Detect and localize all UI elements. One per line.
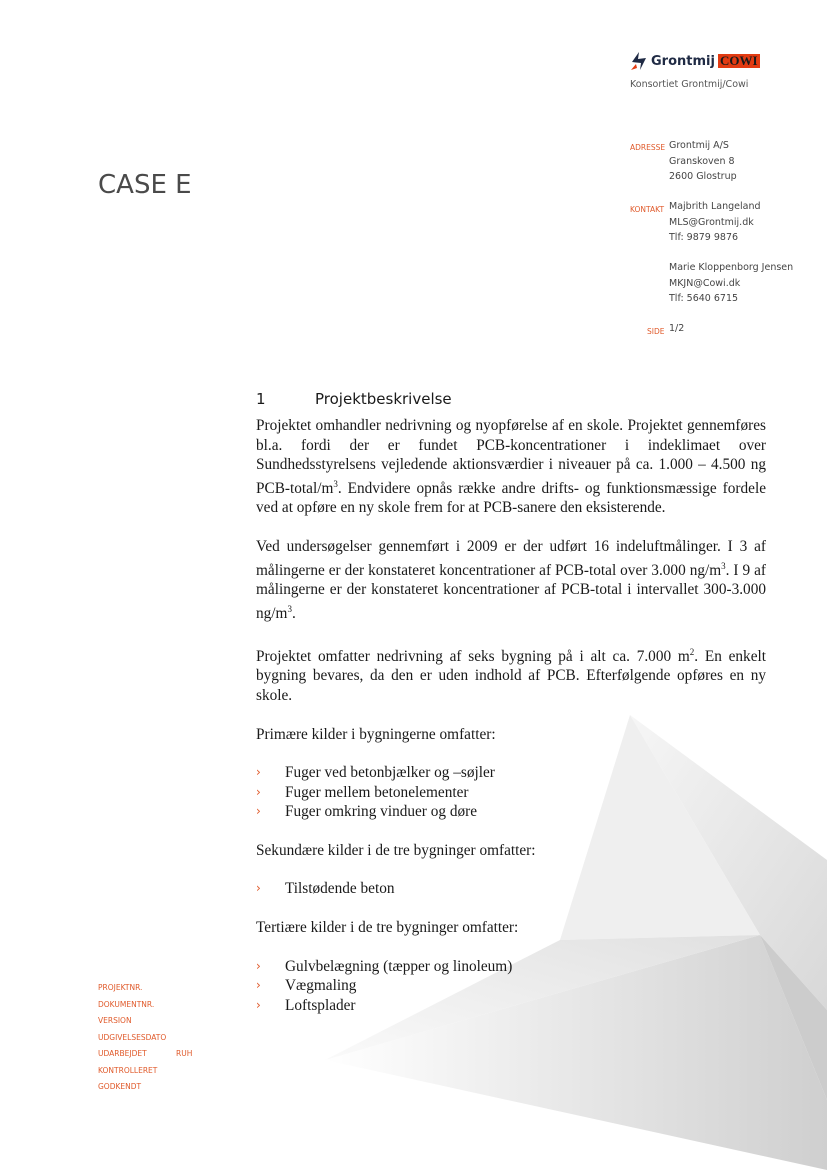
meta-udarbejdet-value: RUH: [176, 1049, 193, 1058]
meta-dokumentnr: DOKUMENTNR.: [98, 999, 155, 1009]
bullet-chevron-icon: ›: [256, 804, 261, 819]
list-item-text: Fuger ved betonbjælker og –søjler: [285, 764, 495, 782]
secondary-sources-intro: Sekundære kilder i de tre bygninger omfatter:: [256, 841, 536, 859]
contact-block-1: [669, 199, 761, 246]
list-item-text: Gulvbelægning (tæpper og linoleum): [285, 957, 513, 975]
meta-udarbejdet-label: UDARBEJDET: [98, 1049, 147, 1058]
meta-projektnr: PROJEKTNR.: [98, 983, 143, 992]
page-title: CASE E: [98, 170, 192, 200]
bullet-chevron-icon: ›: [256, 978, 261, 993]
meta-godkendt: GODKENDT: [98, 1082, 142, 1091]
contact-phone: Tlf: 9879 9876: [669, 232, 739, 243]
list-item: [256, 763, 766, 783]
list-item: [256, 957, 766, 977]
text-run: . Endvidere opnås række andre drifts- og funktionsmæssige fordele ved at opføre en ny skole frem for at PCB-sanere den eksisterende.: [256, 479, 766, 517]
bullet-chevron-icon: ›: [256, 784, 261, 799]
superscript: 3: [333, 478, 338, 489]
text-run: Projektet omfatter nedrivning af seks bygning på i alt ca. 7.000 m: [256, 647, 690, 665]
list-item-text: Fuger mellem betonelementer: [285, 783, 469, 801]
meta-udarbejdet: [98, 1046, 193, 1063]
contact-block-2: [669, 260, 793, 307]
consortium-name: Konsortiet Grontmij/Cowi: [630, 79, 749, 90]
company-logo: [630, 50, 760, 72]
list-item: [256, 976, 766, 996]
superscript: 3: [721, 560, 726, 571]
logo-cowi-text: COWI: [719, 53, 758, 68]
contact-name: Majbrith Langeland: [669, 201, 761, 212]
bullet-chevron-icon: ›: [256, 881, 261, 896]
section-number: 1: [256, 390, 266, 408]
contact-name: Marie Kloppenborg Jensen: [669, 262, 794, 273]
address-block: [669, 138, 737, 185]
bullet-chevron-icon: ›: [256, 997, 261, 1012]
text-run: .: [291, 605, 296, 623]
section-heading: [256, 390, 452, 408]
address-label: ADRESSE: [630, 143, 666, 152]
meta-udgivelsesdato: UDGIVELSESDATO: [98, 1032, 167, 1042]
address-line: Granskoven 8: [669, 155, 735, 167]
text-run: Projektet omhandler nedrivning og nyopførelse af en skole. Projektet gennemføres bl.a. fordi der er fundet PCB-koncentrationer i indeklimaet over Sundhedsstyrelsens vejledende aktionsværdier i niveauer på ca. 1.000 – 4.500 ng PCB-total/m: [256, 417, 766, 497]
tertiary-sources-intro: Tertiære kilder i de tre bygninger omfatter:: [256, 919, 519, 937]
list-item: [256, 879, 766, 899]
paragraph-intro: [256, 416, 766, 518]
primary-sources-list: [256, 763, 766, 822]
list-item-text: Loftsplader: [285, 996, 356, 1014]
superscript: 3: [287, 603, 292, 614]
text-run: Ved undersøgelser gennemført i 2009 er der udført 16 indeluftmålinger. I 3 af målingerne er der konstateret koncentrationer af PCB-total over 3.000 ng/m: [256, 538, 766, 579]
meta-version: VERSION: [98, 1016, 132, 1025]
meta-kontrolleret: KONTROLLERET: [98, 1065, 158, 1075]
address-line: 2600 Glostrup: [669, 171, 737, 182]
list-item-text: Fuger omkring vinduer og døre: [285, 803, 478, 821]
text-run: . En enkelt bygning bevares, da den er uden indhold af PCB. Efterfølgende opføres en ny skole.: [256, 647, 766, 704]
address-line: Grontmij A/S: [669, 140, 729, 151]
paragraph-scope: [256, 643, 766, 706]
superscript: 2: [689, 646, 695, 657]
contact-email: MLS@Grontmij.dk: [669, 216, 754, 228]
document-metadata-footer: [98, 980, 193, 1096]
page-label: SIDE: [647, 327, 665, 336]
text-run: . I 9 af målingerne er der konstateret koncentrationer af PCB-total i intervallet 300-3.000 ng/m: [256, 561, 766, 623]
tertiary-sources-list: [256, 957, 766, 1016]
primary-sources-intro: Primære kilder i bygningerne omfatter:: [256, 725, 496, 743]
page-number: 1/2: [669, 323, 685, 334]
grontmij-logo-icon: [630, 50, 648, 72]
secondary-sources-list: [256, 879, 766, 899]
bullet-chevron-icon: ›: [256, 765, 261, 780]
list-item: [256, 996, 766, 1016]
contact-email: MKJN@Cowi.dk: [669, 277, 741, 289]
logo-grontmij-text: Grontmij: [651, 53, 715, 69]
list-item-text: Vægmaling: [285, 977, 357, 995]
section-title: Projektbeskrivelse: [315, 390, 452, 408]
list-item-text: Tilstødende beton: [285, 880, 395, 898]
list-item: [256, 783, 766, 803]
bullet-chevron-icon: ›: [256, 958, 261, 973]
contact-phone: Tlf: 5640 6715: [669, 293, 739, 304]
document-body: [256, 416, 766, 1034]
paragraph-measurements: [256, 537, 766, 624]
contact-label: KONTAKT: [630, 205, 665, 214]
list-item: [256, 802, 766, 822]
